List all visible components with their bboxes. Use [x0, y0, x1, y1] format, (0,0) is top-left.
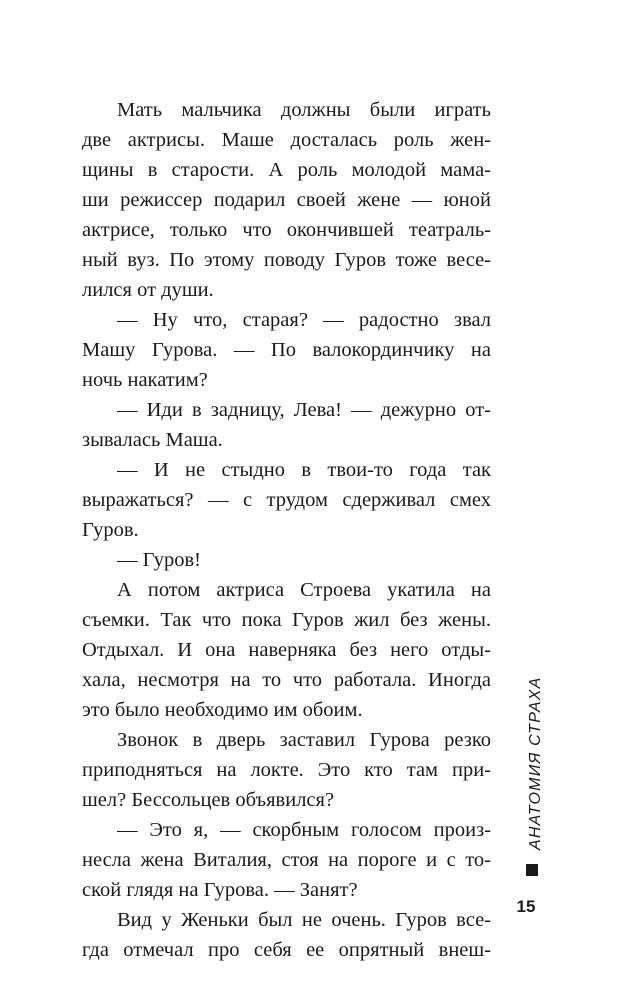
text-line: хала, несмотря на то что работала. Иногда — [82, 669, 491, 691]
text-line: несла жена Виталия, стоя на пороге и с то- — [82, 849, 491, 871]
text-line: шел? Бессольцев объявился? — [82, 789, 335, 811]
text-line: Гуров. — [82, 519, 139, 541]
running-title: АНАТОМИЯ СТРАХА — [527, 676, 544, 850]
text-line: А потом актриса Строева укатила на — [117, 579, 491, 601]
text-line: гда отмечал про себя ее опрятный внеш- — [82, 939, 491, 961]
text-line: Звонок в дверь заставил Гурова резко — [117, 729, 491, 751]
text-line: Отдыхал. И она наверняка без него отды- — [82, 639, 491, 661]
text-line: лился от души. — [82, 279, 214, 301]
text-line: зывалась Маша. — [82, 429, 223, 451]
text-line: — Гуров! — [117, 549, 201, 571]
text-line: приподняться на локте. Это кто там при- — [82, 759, 491, 781]
text-line: Машу Гурова. — По валокординчику на — [82, 339, 491, 361]
text-line: — Иди в задницу, Лева! — дежурно от- — [117, 399, 491, 421]
text-line: это было необходимо им обоим. — [82, 699, 363, 721]
text-line: Вид у Женьки был не очень. Гуров все- — [117, 909, 491, 931]
text-line: ночь накатим? — [82, 369, 208, 391]
text-line: ши режиссер подарил своей жене — юной — [82, 189, 491, 211]
square-marker-icon — [526, 864, 538, 876]
text-line: — Это я, — скорбным голосом произ- — [117, 819, 491, 841]
text-line: Мать мальчика должны были играть — [117, 99, 491, 121]
text-line: выражаться? — с трудом сдерживал смех — [82, 489, 491, 511]
text-line: две актрисы. Маше досталась роль жен- — [82, 129, 491, 151]
text-line: — Ну что, старая? — радостно звал — [117, 309, 491, 331]
text-line: ской глядя на Гурова. — Занят? — [82, 879, 358, 901]
text-line: — И не стыдно в твои-то года так — [117, 459, 491, 481]
text-line: актрисе, только что окончившей театраль- — [82, 219, 491, 241]
text-line: щины в старости. А роль молодой мама- — [82, 159, 491, 181]
text-line: ный вуз. По этому поводу Гуров тоже весе- — [82, 249, 491, 271]
text-line: съемки. Так что пока Гуров жил без жены. — [82, 609, 491, 631]
page-number: 15 — [516, 897, 536, 916]
